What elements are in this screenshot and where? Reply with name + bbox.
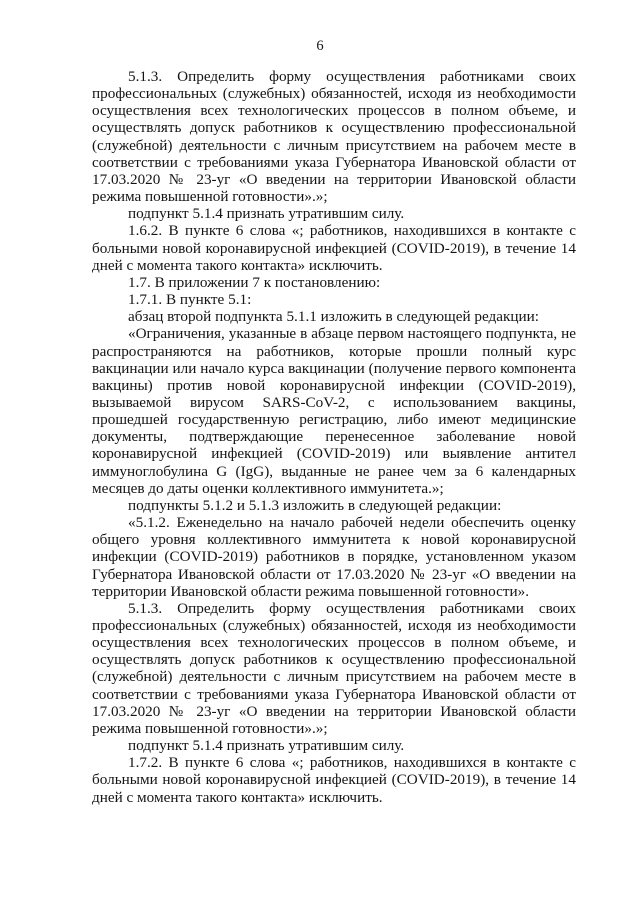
document-body xyxy=(92,68,576,806)
paragraph-5-1-4-repeal-2: подпункт 5.1.4 признать утратившим силу. xyxy=(128,737,405,755)
paragraph-5-1-4-repeal: подпункт 5.1.4 признать утратившим силу. xyxy=(128,205,405,223)
paragraph-5-1-3: 5.1.3. Определить форму осуществления работниками своих профессиональных (служебных) обязанностей, исходя из необходимости осуществления всех технологических процессов в полном объеме, и осуществлять допуск работников к осуществлению профессиональной (служебной) деятельности с личным присутствием на рабочем месте в соответствии с требованиями указа Губернатора Ивановской области от 17.03.2020 № 23-уг «О введении на территории Ивановской области режима повышенной готовности».»; xyxy=(92,68,576,206)
paragraph-1-7-2: 1.7.2. В пункте 6 слова «; работников, находившихся в контакте с больными новой коронавирусной инфекцией (COVID-2019), в течение 14 дней с момента такого контакта» исключить. xyxy=(92,754,576,806)
paragraph-1-7: 1.7. В приложении 7 к постановлению: xyxy=(128,273,381,291)
paragraph-abzac-intro: абзац второй подпункта 5.1.1 изложить в следующей редакции: xyxy=(128,308,539,326)
page-number: 6 xyxy=(316,38,324,54)
paragraph-subpoints-intro: подпункты 5.1.2 и 5.1.3 изложить в следующей редакции: xyxy=(128,496,502,514)
paragraph-5-1-3-quote: 5.1.3. Определить форму осуществления работниками своих профессиональных (служебных) обязанностей, исходя из необходимости осуществления всех технологических процессов в полном объеме, и осуществлять допуск работников к осуществлению профессиональной (служебной) деятельности с личным присутствием на рабочем месте в соответствии с требованиями указа Губернатора Ивановской области от 17.03.2020 № 23-уг «О введении на территории Ивановской области режима повышенной готовности».»; xyxy=(92,599,576,737)
paragraph-5-1-2-quote: «5.1.2. Еженедельно на начало рабочей недели обеспечить оценку общего уровня коллективного иммунитета к новой коронавирусной инфекции (COVID-2019) работников в порядке, установленном указом Губернатора Ивановской области от 17.03.2020 № 23-уг «О введении на территории Ивановской области режима повышенной готовности». xyxy=(92,514,576,600)
paragraph-1-7-1: 1.7.1. В пункте 5.1: xyxy=(128,291,252,309)
paragraph-1-6-2: 1.6.2. В пункте 6 слова «; работников, находившихся в контакте с больными новой коронавирусной инфекцией (COVID-2019), в течение 14 дней с момента такого контакта» исключить. xyxy=(92,222,576,274)
paragraph-restrictions-quote: «Ограничения, указанные в абзаце первом настоящего подпункта, не распространяются на работников, которые прошли полный курс вакцинации или начало курса вакцинации (получение первого компонента вакцины) против новой коронавирусной инфекции (COVID-2019), вызываемой вирусом SARS-CoV-2, с использованием вакцины, прошедшей государственную регистрацию, либо имеют медицинские документы, подтверждающие перенесенное заболевание новой коронавирусной инфекцией (COVID-2019) или выявление антител иммуноглобулина G (IgG), выданные не ранее чем за 6 календарных месяцев до даты оценки коллективного иммунитета.»; xyxy=(92,325,576,497)
